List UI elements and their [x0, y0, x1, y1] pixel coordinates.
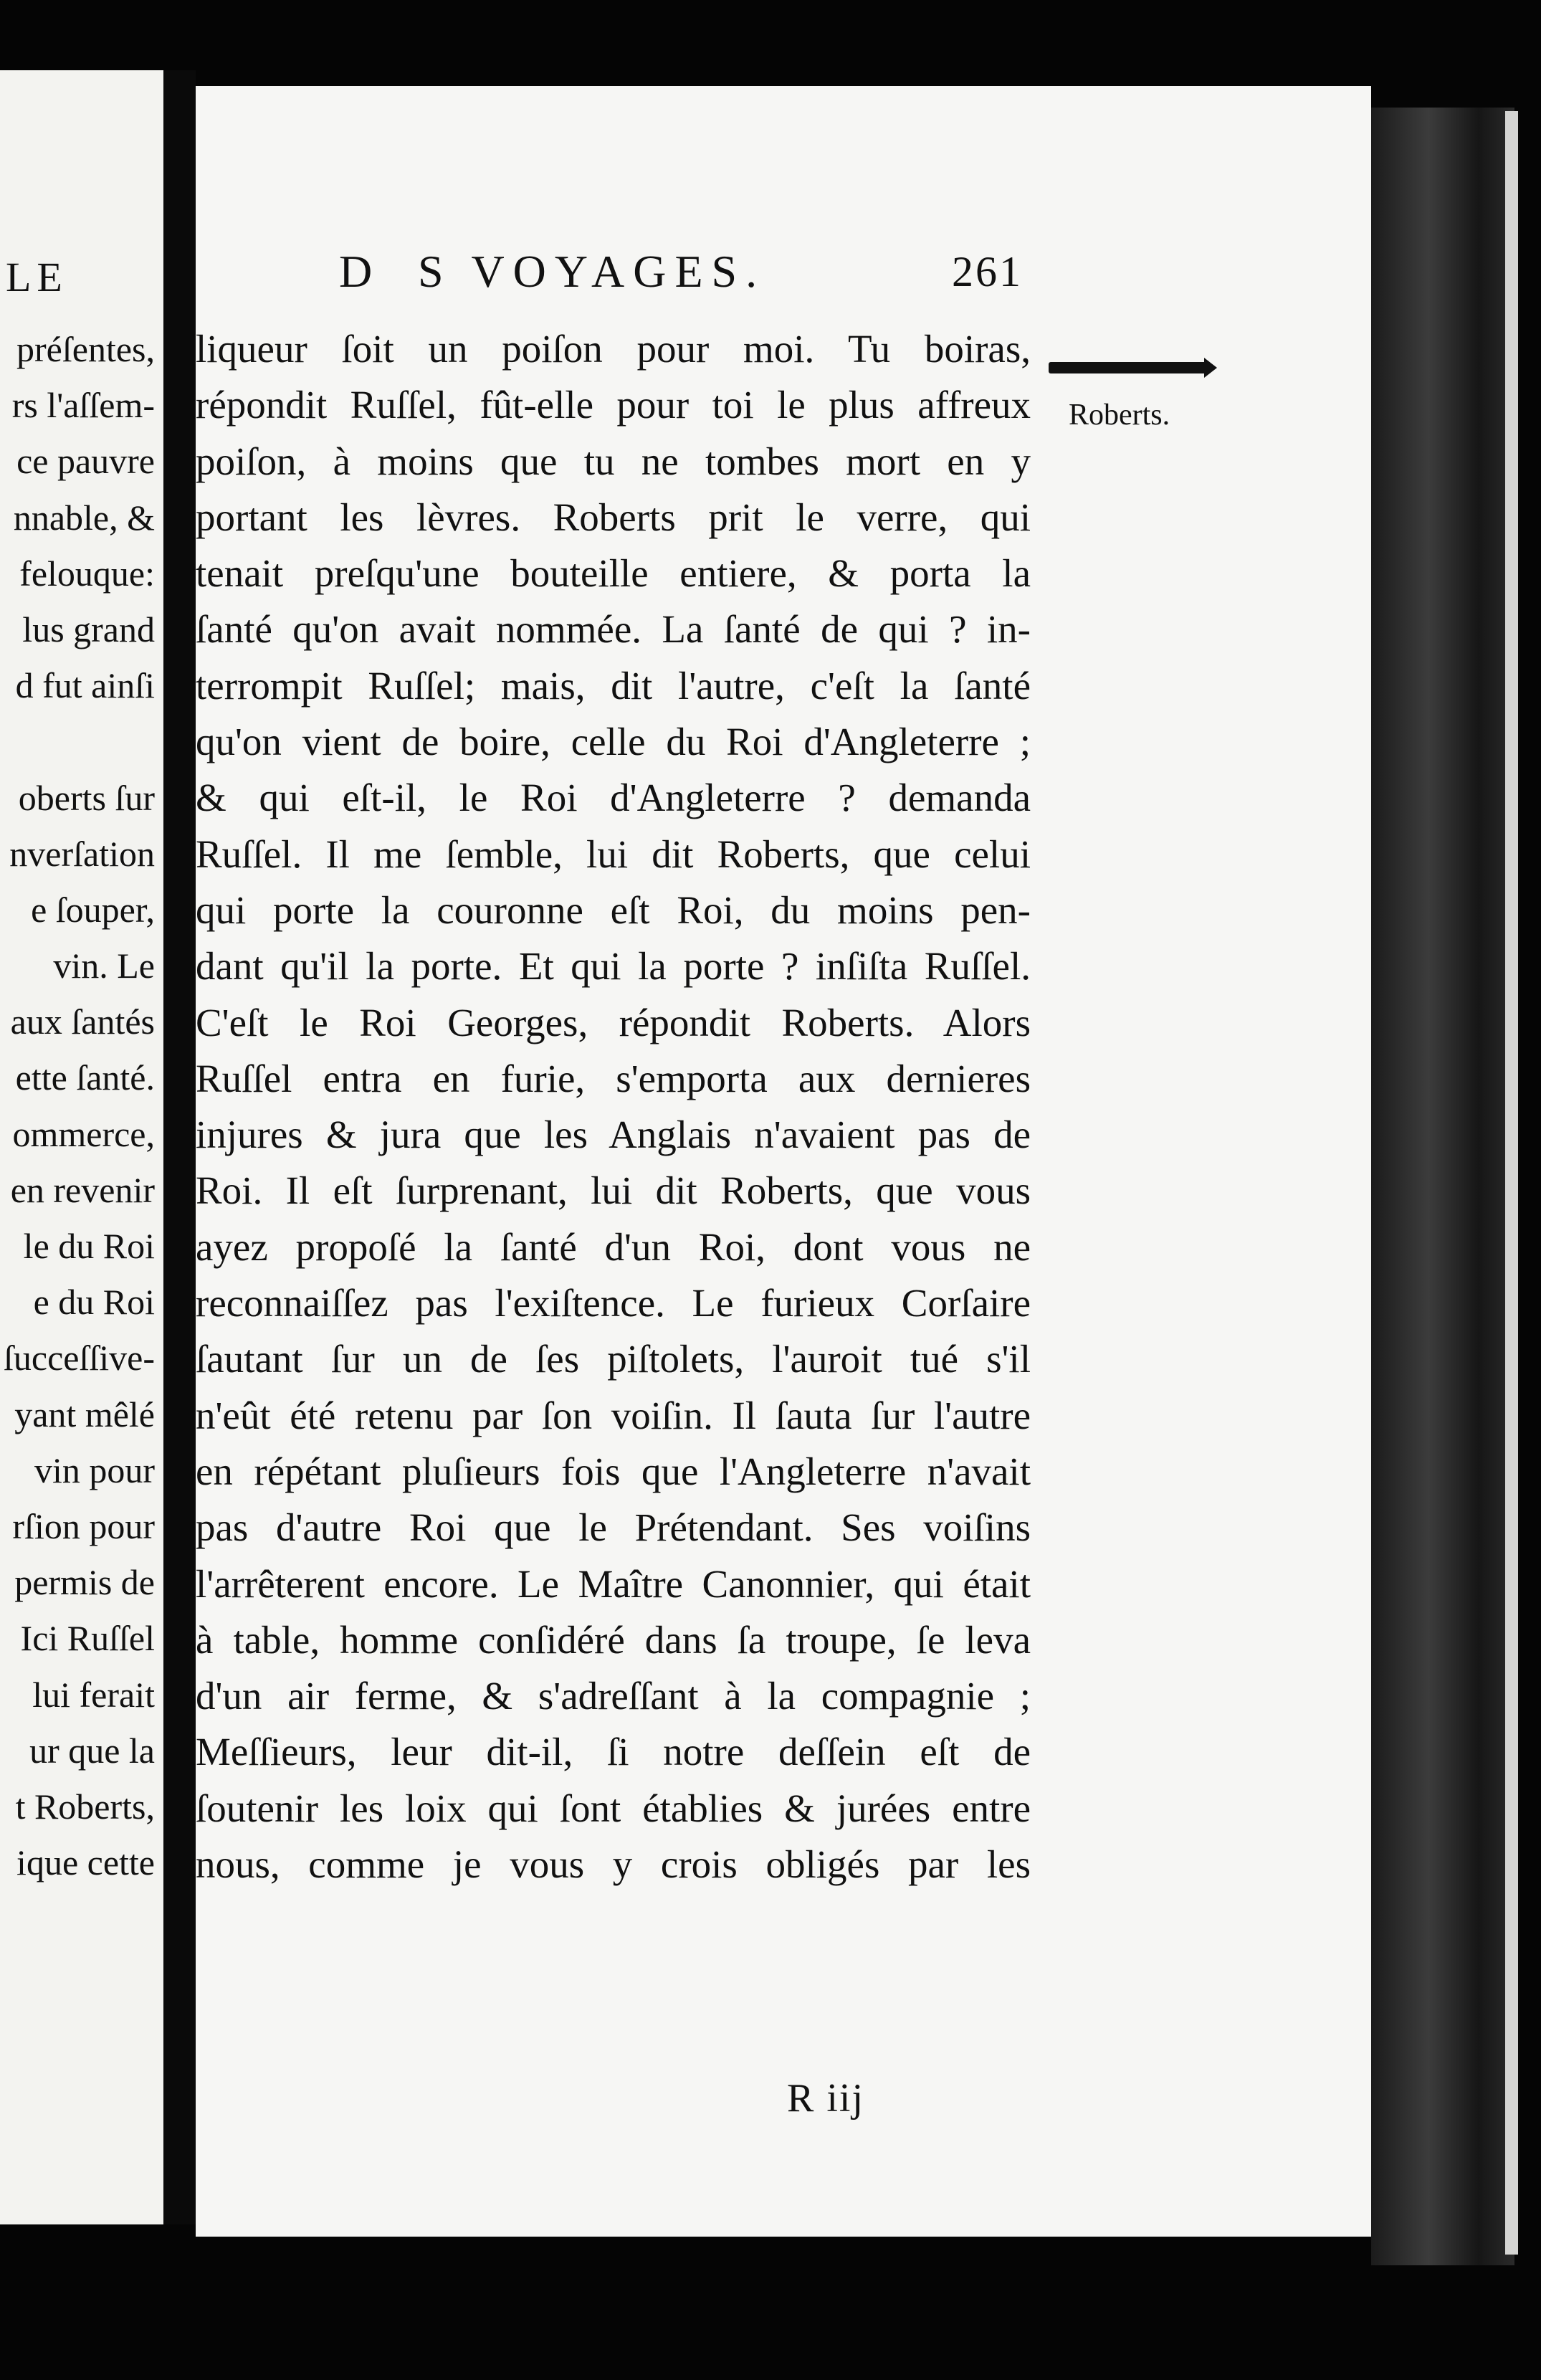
- text-line: injures & jura que les Anglais n'avaient pas de: [196, 1113, 1031, 1157]
- left-page-header: LE: [6, 254, 68, 300]
- text-line: en répétant pluſieurs fois que l'Angleterre n'avait: [196, 1449, 1031, 1493]
- left-page-line: lus grand: [22, 609, 155, 649]
- left-page-line: lui ferait: [32, 1674, 155, 1715]
- left-page-line: en revenir: [10, 1169, 155, 1210]
- left-page-line: ce pauvre: [16, 441, 155, 482]
- left-page-line: felouque:: [19, 553, 155, 594]
- text-line: dant qu'il la porte. Et qui la porte ? inſiſta Ruſſel.: [196, 944, 1031, 989]
- text-line: & qui eſt-il, le Roi d'Angleterre ? demanda: [196, 776, 1031, 820]
- text-line: à table, homme conſidéré dans ſa troupe, ſe leva: [196, 1617, 1031, 1662]
- left-page-line: vin. Le: [53, 946, 155, 986]
- left-page-line: e du Roi: [33, 1282, 155, 1323]
- left-page-line: aux ſantés: [10, 1001, 155, 1042]
- left-page-line: nnable, &: [13, 497, 155, 538]
- text-line: qui porte la couronne eſt Roi, du moins pen-: [196, 887, 1031, 932]
- left-page-line: préſentes,: [16, 329, 155, 369]
- text-line: l'arrêterent encore. Le Maître Canonnier, qui était: [196, 1561, 1031, 1606]
- text-line: pas d'autre Roi que le Prétendant. Ses voiſins: [196, 1505, 1031, 1550]
- text-line: ayez propoſé la ſanté d'un Roi, dont vous ne: [196, 1224, 1031, 1269]
- book-gutter: [163, 70, 196, 2224]
- page-edges: [1505, 111, 1518, 2255]
- text-line: qu'on vient de boire, celle du Roi d'Angleterre ;: [196, 720, 1031, 764]
- left-page-line: ette ſanté.: [15, 1057, 155, 1098]
- text-line: Ruſſel entra en furie, s'emporta aux dernieres: [196, 1056, 1031, 1100]
- margin-note: Roberts.: [1069, 399, 1170, 432]
- text-line: Meſſieurs, leur dit-il, ſi notre deſſein eſt de: [196, 1730, 1031, 1774]
- text-line: répondit Ruſſel, fût-elle pour toi le plus affreux: [196, 383, 1031, 427]
- text-line: Roi. Il eſt ſurprenant, lui dit Roberts, que vous: [196, 1168, 1031, 1213]
- right-page: [196, 86, 1371, 2237]
- text-line: Ruſſel. Il me ſemble, lui dit Roberts, que celui: [196, 832, 1031, 876]
- text-line: reconnaiſſez pas l'exiſtence. Le furieux Corſaire: [196, 1281, 1031, 1325]
- left-page-line: permis de: [14, 1562, 155, 1603]
- text-line: tenait preſqu'une bouteille entiere, & porta la: [196, 551, 1031, 596]
- left-page-line: vin pour: [34, 1450, 155, 1490]
- text-line: poiſon, à moins que tu ne tombes mort en y: [196, 439, 1031, 483]
- left-page-line: ſucceſſive-: [4, 1338, 155, 1379]
- left-page: [0, 70, 163, 2224]
- left-page-line: t Roberts,: [15, 1786, 155, 1827]
- left-page-line: yant mêlé: [14, 1394, 155, 1434]
- left-page-line: le du Roi: [23, 1226, 155, 1266]
- running-head-title: S VOYAGES.: [418, 246, 766, 297]
- left-page-line: rs l'aſſem-: [11, 385, 155, 426]
- text-line: ſoutenir les loix qui ſont établies & jurées entre: [196, 1786, 1031, 1830]
- left-page-line: oberts ſur: [18, 777, 155, 818]
- book-edge: [1371, 108, 1514, 2265]
- left-page-line: ur que la: [29, 1730, 155, 1771]
- text-line: liqueur ſoit un poiſon pour moi. Tu boiras,: [196, 327, 1031, 371]
- text-line: terrompit Ruſſel; mais, dit l'autre, c'eſt la ſanté: [196, 663, 1031, 708]
- left-page-line: Ici Ruſſel: [20, 1618, 155, 1659]
- text-line: C'eſt le Roi Georges, répondit Roberts. Alors: [196, 1000, 1031, 1044]
- running-head-initial: D: [339, 246, 381, 297]
- left-page-line: ique cette: [16, 1842, 155, 1883]
- text-line: d'un air ferme, & s'adreſſant à la compagnie ;: [196, 1674, 1031, 1718]
- left-page-line: rſion pour: [12, 1505, 155, 1546]
- text-line: portant les lèvres. Roberts prit le verre, qui: [196, 495, 1031, 539]
- body-text: [196, 321, 1031, 1893]
- page-number: 261: [952, 248, 1023, 295]
- left-page-line: nverſation: [9, 833, 155, 874]
- signature-mark: R iij: [787, 2076, 865, 2120]
- text-line: ſautant ſur un de ſes piſtolets, l'auroit tué s'il: [196, 1337, 1031, 1381]
- left-page-line: ommerce,: [12, 1113, 155, 1154]
- margin-rule: [1049, 362, 1210, 373]
- left-page-line: d fut ainſi: [15, 665, 155, 706]
- text-line: nous, comme je vous y crois obligés par les: [196, 1842, 1031, 1887]
- left-page-text: [4, 321, 155, 1890]
- text-line: n'eût été retenu par ſon voiſin. Il ſauta ſur l'autre: [196, 1393, 1031, 1437]
- left-page-line: e ſouper,: [31, 889, 155, 930]
- left-page-line: [4, 713, 155, 769]
- text-line: ſanté qu'on avait nommée. La ſanté de qui ? in-: [196, 607, 1031, 652]
